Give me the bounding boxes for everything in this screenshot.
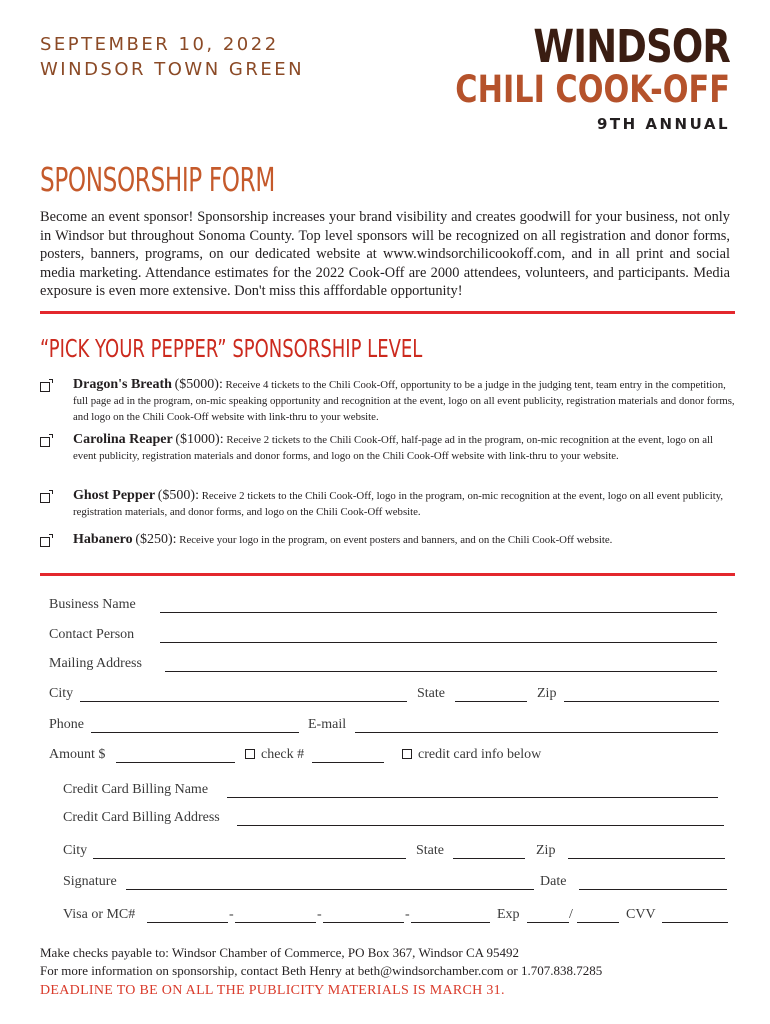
level-desc: Receive 4 tickets to the Chili Cook-Off, opportunity to be a judge in the judging tent, team entry in the competition, full page ad in the program, on-mic speaking opportunity and recognition at the event, logo on all event publicity, registration materials and donor forms, and logo on the Chili Cook-Off website with link-thru to your website. [73,379,735,423]
level-price: ($5000): [174,377,223,392]
level-price: ($1000): [175,432,224,447]
level-checkbox[interactable] [40,493,50,503]
logo-chili-cookoff: CHILI COOK-OFF [455,68,730,111]
state-label: State [417,686,445,701]
form-title: SPONSORSHIP FORM [40,160,275,199]
billing-address-field[interactable] [237,825,724,826]
billing-name-label: Credit Card Billing Name [63,782,209,797]
mailing-address-label: Mailing Address [49,656,142,671]
intro-paragraph: Become an event sponsor! Sponsorship increases your brand visibility and creates goodwill for your business, not only in Windsor but throughout Sonoma County. Top level sponsors will be recognized on all registration and donor forms, posters, banners, programs, on our dedicated website at www.windsorchilicookoff.com, and in all print and social media marketing. Attendance estimates for the 2022 Cook-Off are 2000 attendees, volunteers, and participants. Media exposure is even more extensive. Don't miss this afffordable opportunity! [40,209,730,299]
billing-zip-field[interactable] [568,858,725,859]
level-price: ($250): [135,532,177,547]
email-label: E-mail [308,717,347,732]
card-number-part2[interactable] [235,922,316,923]
level-name: Carolina Reaper [73,432,173,447]
billing-name-field[interactable] [227,797,718,798]
billing-state-label: State [416,843,444,858]
check-checkbox[interactable] [245,749,255,759]
cvv-label: CVV [626,907,656,922]
credit-card-label: credit card info below [418,747,542,762]
contact-person-field[interactable] [160,642,717,643]
divider-middle [40,573,735,576]
level-carolina-reaper [40,432,735,464]
billing-city-field[interactable] [93,858,406,859]
event-logo [395,20,730,133]
deadline-note: DEADLINE TO BE ON ALL THE PUBLICITY MATERIALS IS MARCH 31. [40,983,505,998]
event-location: WINDSOR TOWN GREEN [40,59,305,80]
card-number-part3[interactable] [323,922,404,923]
credit-card-option[interactable] [402,747,541,763]
mailing-address-field[interactable] [165,671,717,672]
level-desc: Receive 2 tickets to the Chili Cook-Off, half-page ad in the program, on-mic recognition at the event, logo on all event publicity, registration materials and donor forms, and logo on the Chili Cook-Off website with link-thru to your website. [73,434,714,462]
amount-label: Amount $ [49,747,106,762]
check-option[interactable] [245,747,304,763]
divider-top [40,311,735,314]
level-desc: Receive 2 tickets to the Chili Cook-Off, logo in the program, on-mic recognition at the event, logo on all event publicity, registration materials, and donor forms, and logo on the Chili Cook-Off website. [73,490,724,518]
level-ghost-pepper [40,488,735,520]
phone-field[interactable] [91,732,299,733]
contact-info-note: For more information on sponsorship, contact Beth Henry at beth@windsorchamber.com or 1.707.838.7285 [40,963,603,978]
check-label: check # [261,747,305,762]
signature-field[interactable] [126,889,534,890]
level-checkbox[interactable] [40,382,50,392]
card-dash: - [317,907,322,922]
billing-state-field[interactable] [453,858,525,859]
level-price: ($500): [157,488,199,503]
card-number-part4[interactable] [411,922,490,923]
cvv-field[interactable] [662,922,728,923]
level-habanero [40,532,735,548]
exp-label: Exp [497,907,520,922]
levels-title: “PICK YOUR PEPPER” SPONSORSHIP LEVEL [40,334,423,363]
phone-label: Phone [49,717,84,732]
logo-windsor: WINDSOR [533,20,730,73]
level-checkbox[interactable] [40,537,50,547]
card-dash: - [405,907,410,922]
zip-field[interactable] [564,701,719,702]
credit-card-checkbox[interactable] [402,749,412,759]
level-name: Dragon's Breath [73,377,172,392]
card-number-label: Visa or MC# [63,907,136,922]
signature-label: Signature [63,874,117,889]
level-checkbox[interactable] [40,437,50,447]
city-label: City [49,686,74,701]
level-name: Ghost Pepper [73,488,156,503]
level-dragons-breath [40,377,735,425]
level-name: Habanero [73,532,133,547]
level-desc: Receive your logo in the program, on event posters and banners, and on the Chili Cook-Off website. [179,534,613,546]
business-name-label: Business Name [49,597,136,612]
check-number-field[interactable] [312,762,384,763]
billing-zip-label: Zip [536,843,556,858]
logo-annual: 9TH ANNUAL [596,115,730,133]
card-dash: - [229,907,234,922]
amount-field[interactable] [116,762,235,763]
city-field[interactable] [80,701,407,702]
state-field[interactable] [455,701,527,702]
billing-city-label: City [63,843,88,858]
exp-month-field[interactable] [527,922,569,923]
date-field[interactable] [579,889,727,890]
email-field[interactable] [355,732,718,733]
exp-year-field[interactable] [577,922,619,923]
contact-person-label: Contact Person [49,627,135,642]
checks-payable-note: Make checks payable to: Windsor Chamber of Commerce, PO Box 367, Windsor CA 95492 [40,945,520,960]
business-name-field[interactable] [160,612,717,613]
event-date: SEPTEMBER 10, 2022 [40,34,279,55]
date-label: Date [540,874,567,889]
zip-label: Zip [537,686,557,701]
billing-address-label: Credit Card Billing Address [63,810,220,825]
card-number-part1[interactable] [147,922,228,923]
exp-slash: / [569,907,573,922]
